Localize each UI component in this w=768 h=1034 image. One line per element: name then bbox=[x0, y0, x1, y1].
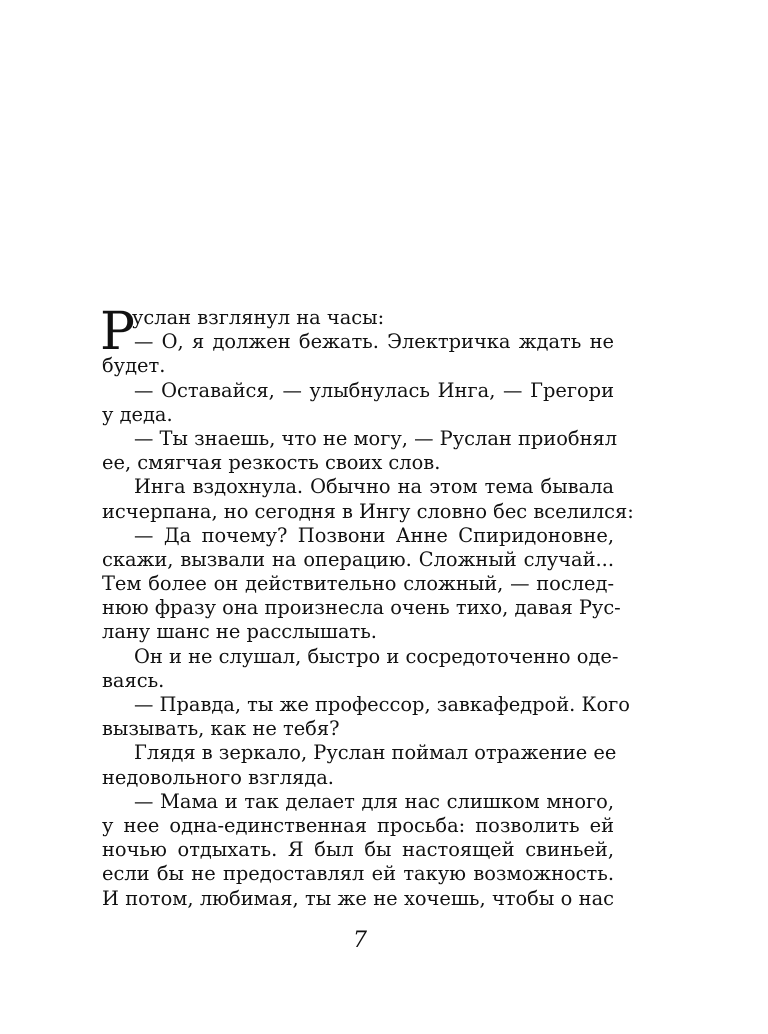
text-line: если бы не предоставлял ей такую возможность. bbox=[102, 862, 614, 886]
text-line: ваясь. bbox=[102, 668, 165, 692]
text-line: И потом, любимая, ты же не хочешь, чтобы о нас bbox=[102, 886, 614, 910]
text-line: Тем более он действительно сложный, — послед- bbox=[102, 572, 614, 596]
text-line: у деда. bbox=[102, 402, 173, 426]
text-line: — Мама и так делает для нас слишком много, bbox=[134, 789, 614, 813]
text-line: будет. bbox=[102, 354, 166, 378]
text-line: ночью отдыхать. Я был бы настоящей свиньей, bbox=[102, 838, 614, 862]
page-number: 7 bbox=[353, 928, 367, 953]
page-body bbox=[100, 302, 634, 911]
text-line: — Оставайся, — улыбнулась Инга, — Грегори bbox=[134, 378, 614, 402]
drop-cap: Р bbox=[100, 302, 135, 362]
text-line: недовольного взгляда. bbox=[102, 765, 334, 789]
text-line: Инга вздохнула. Обычно на этом тема бывала bbox=[134, 475, 614, 499]
text-line: — Правда, ты же профессор, завкафедрой. Кого bbox=[134, 693, 630, 716]
text-line: лану шанс не расслышать. bbox=[102, 620, 377, 644]
text-line: нюю фразу она произнесла очень тихо, давая Рус- bbox=[102, 596, 621, 620]
text-line: скажи, вызвали на операцию. Сложный случай... bbox=[102, 547, 614, 571]
text-line: — О, я должен бежать. Электричка ждать не bbox=[134, 330, 614, 354]
text-line: вызывать, как не тебя? bbox=[102, 717, 340, 741]
text-line: ее, смягчая резкость своих слов. bbox=[102, 451, 441, 475]
text-line: — Да почему? Позвони Анне Спиридоновне, bbox=[134, 523, 614, 547]
text-line: у нее одна-единственная просьба: позволить ей bbox=[102, 813, 614, 837]
text-line: исчерпана, но сегодня в Ингу словно бес вселился: bbox=[102, 499, 634, 523]
text-line: — Ты знаешь, что не могу, — Руслан приобнял bbox=[134, 426, 618, 450]
line-text: услан взглянул на часы: bbox=[132, 306, 385, 329]
text-line: Он и не слушал, быстро и сосредоточенно оде- bbox=[134, 644, 619, 668]
text-line: Глядя в зеркало, Руслан поймал отражение ее bbox=[134, 741, 617, 765]
